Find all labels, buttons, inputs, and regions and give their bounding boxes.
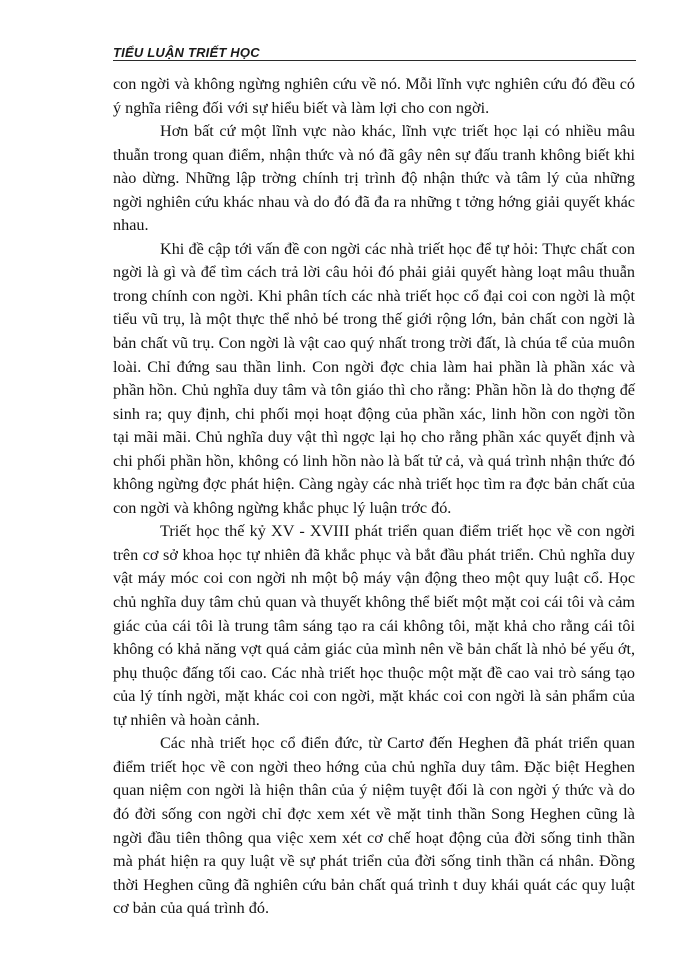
paragraph-5: Các nhà triết học cổ điển đức, từ Cartơ đến Heghen đã phát triển quan điểm triết học về con ngời theo hớng của chủ nghĩa duy tâm. Đặc biệt Heghen quan niệm con ngời là hiện thân của ý niệm tuyệt đối là con ngời ý thức và do đó đời sống con ngời chỉ đợc xem xét về mặt tinh thần Song Heghen cũng là ngời đầu tiên thông qua việc xem xét cơ chế hoạt động của đời sống tinh thần mà phát hiện ra quy luật về sự phát triển của đời sống tinh thần cá nhân. Đồng thời Heghen cũng đã nghiên cứu bản chất quá trình t duy khái quát các quy luật cơ bản của quá trình đó. — [113, 734, 635, 918]
paragraph-4: Triết học thế kỷ XV - XVIII phát triển quan điểm triết học về con ngời trên cơ sở khoa học tự nhiên đã khắc phục và bắt đầu phát triển. Chủ nghĩa duy vật máy móc coi con ngời nh một bộ máy vận động theo một quy luật cổ. Học chủ nghĩa duy tâm chủ quan và thuyết không thể biết một mặt coi cái tôi và cảm giác của cái tôi là trung tâm sáng tạo ra cái không tôi, mặt khả cho rằng cái tôi không có khả năng vợt quá cảm giác của mình nên về bản chất là nhỏ bé yếu ớt, phụ thuộc đấng tối cao. Các nhà triết học thuộc một mặt đề cao vai trò sáng tạo của lý tính ngời, mặt khác coi con ngời, mặt khác coi con ngời là sản phẩm của tự nhiên và hoàn cảnh. — [113, 522, 635, 729]
paragraph-3: Khi đề cập tới vấn đề con ngời các nhà triết học để tự hỏi: Thực chất con ngời là gì và để tìm cách trả lời câu hỏi đó phải giải quyết hàng loạt mâu thuẫn trong chính con ngời. Khi phân tích các nhà triết học cổ đại coi con ngời là một tiểu vũ trụ, là một thực thể nhỏ bé trong thế giới rộng lớn, bản chất con ngời là bản chất vũ trụ. Con ngời là vật cao quý nhất trong trời đất, là chúa tể của muôn loài. Chỉ đứng sau thần linh. Con ngời đợc chia làm hai phần là phần xác và phần hồn. Chủ nghĩa duy tâm và tôn giáo thì cho rằng: Phần hồn là do thợng đế sinh ra; quy định, chi phối mọi hoạt động của phần xác, linh hồn con ngời tồn tại mãi mãi. Chủ nghĩa duy vật thì ngợc lại họ cho rằng phần xác quyết định và chi phối phần hồn, không có linh hồn nào là bất tử cả, và quá trình nhận thức đó không ngừng đợc phát hiện. Càng ngày các nhà triết học tìm ra đợc bản chất của con ngời và không ngừng khắc phục lý luận trớc đó. — [113, 239, 635, 517]
header-title: TIỂU LUẬN TRIẾT HỌC — [113, 45, 260, 60]
header-divider — [113, 60, 636, 61]
paragraph-2: Hơn bất cứ một lĩnh vực nào khác, lĩnh vực triết học lại có nhiều mâu thuẫn trong quan điểm, nhận thức và nó đã gây nên sự đấu tranh không biết khi nào dừng. Những lập trờng chính trị trình độ nhận thức và tâm lý của những ngời nghiên cứu khác nhau và do đó đã đa ra những t tởng hớng giải quyết khác nhau. — [113, 122, 635, 235]
body-text — [113, 73, 635, 921]
page-header — [113, 44, 636, 64]
paragraph-1: con ngời và không ngừng nghiên cứu về nó. Mỗi lĩnh vực nghiên cứu đó đều có ý nghĩa riêng đối với sự hiểu biết và làm lợi cho con ngời. — [113, 75, 635, 117]
